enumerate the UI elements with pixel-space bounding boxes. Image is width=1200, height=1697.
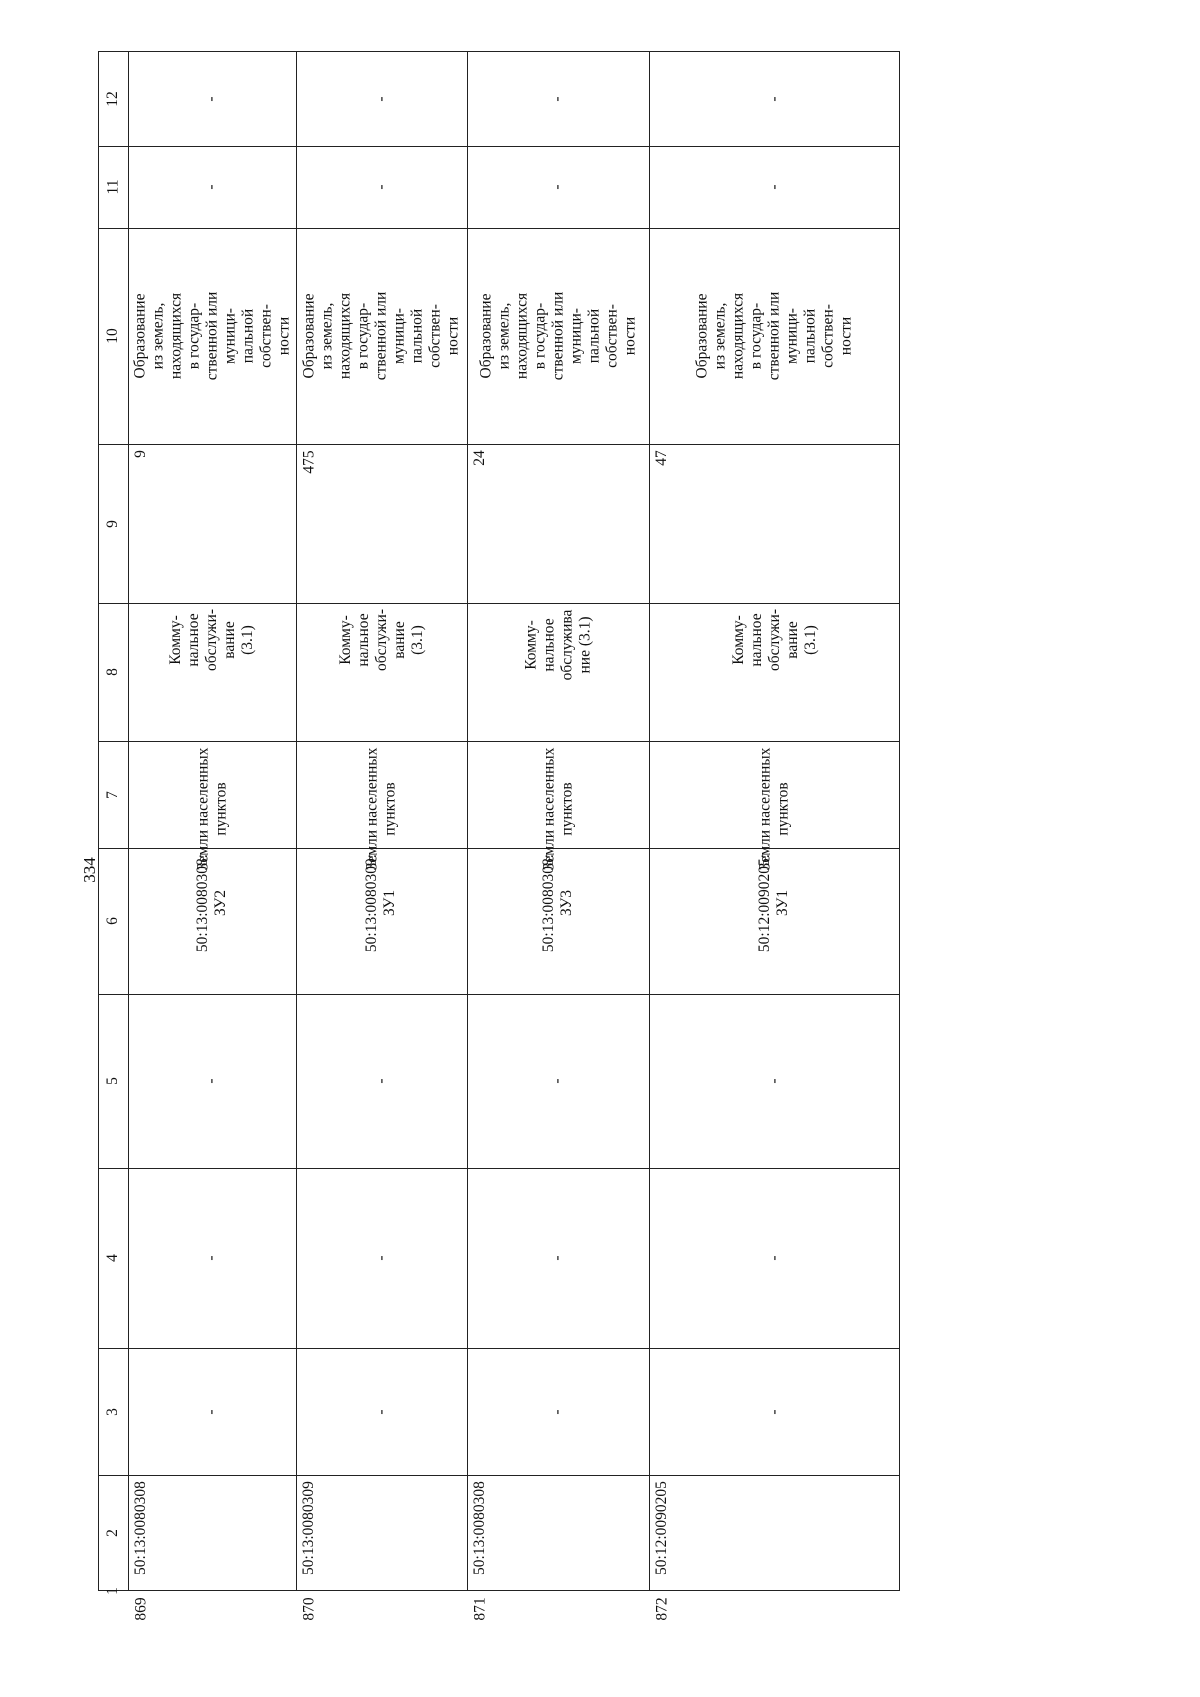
cell-row1-col12	[128, 51, 296, 146]
cell-row4-col12-text: -	[765, 95, 783, 102]
cell-row2-col5	[296, 994, 467, 1168]
cell-row2-col12	[296, 51, 467, 146]
cell-row1-col9	[128, 444, 296, 603]
cell-row2-col10	[296, 228, 467, 444]
cell-row4-col8-text: Комму- нальное обслужи- вание (3.1)	[729, 609, 819, 671]
cell-row1-col9-text: 9	[131, 450, 149, 458]
page-number	[82, 855, 98, 885]
cell-row3-col5-text: -	[548, 1078, 566, 1084]
cell-row3-col1-text: 871	[471, 1596, 489, 1621]
cell-row3-col2	[467, 1475, 649, 1591]
cell-row4-col7-text: Земли населенных пунктов	[756, 747, 792, 870]
cell-row3-col8	[467, 603, 649, 741]
cell-row1-col10-text: Образование из земель, находящихся в государ- ственной или муници- пальной собствен- ности	[130, 291, 292, 381]
cell-row3-col10	[467, 228, 649, 444]
column-header-5-text: 5	[104, 1077, 121, 1085]
cell-row3-col10-text: Образование из земель, находящихся в государ- ственной или муници- пальной собствен- ности	[476, 291, 638, 381]
cell-row2-col2	[296, 1475, 467, 1591]
cell-row4-col12	[649, 51, 900, 146]
cell-row1-col4	[128, 1168, 296, 1348]
column-header-4	[98, 1168, 128, 1348]
column-header-8-text: 8	[104, 668, 121, 676]
column-header-10	[98, 228, 128, 444]
cell-row2-col3-text: -	[372, 1408, 390, 1415]
cell-row4-col7	[649, 741, 900, 870]
column-header-8	[98, 603, 128, 741]
cell-row2-col3	[296, 1348, 467, 1475]
cell-row4-col11	[649, 146, 900, 228]
page-number-text: 334	[80, 857, 99, 883]
cell-row4-col5-text: -	[765, 1078, 783, 1084]
cell-row1-col3	[128, 1348, 296, 1475]
cell-row2-col9	[296, 444, 467, 603]
cell-row1-col10	[128, 228, 296, 444]
cell-row1-col7	[128, 741, 296, 870]
cell-row3-col9-text: 24	[470, 450, 488, 466]
column-header-11	[98, 146, 128, 228]
cell-row2-col4	[296, 1168, 467, 1348]
cell-row2-col11	[296, 146, 467, 228]
cell-row2-col4-text: -	[372, 1255, 390, 1261]
column-header-10-text: 10	[104, 328, 121, 344]
cell-row4-col10-text: Образование из земель, находящихся в государ- ственной или муници- пальной собствен- ности	[693, 291, 855, 381]
cell-row3-col12	[467, 51, 649, 146]
column-header-12	[98, 51, 128, 146]
column-header-2-text: 2	[104, 1529, 121, 1537]
cell-row4-col1-text: 872	[653, 1596, 671, 1621]
cell-row3-col7-text: Земли населенных пунктов	[539, 747, 575, 870]
cell-row1-col11-text: -	[202, 184, 220, 190]
cell-row1-col3-text: -	[202, 1408, 220, 1415]
cell-row3-col11	[467, 146, 649, 228]
cell-row2-col7	[296, 741, 467, 870]
cell-row4-col2-text: 50:12:0090205	[652, 1481, 670, 1575]
cell-row4-col4-text: -	[765, 1255, 783, 1261]
cell-row4-col9-text: 47	[652, 450, 670, 466]
cell-row2-col10-text: Образование из земель, находящихся в государ- ственной или муници- пальной собствен- ности	[300, 291, 462, 381]
column-header-1-text: 1	[104, 1587, 121, 1595]
cell-row2-col11-text: -	[372, 184, 390, 190]
column-header-12-text: 12	[104, 90, 121, 107]
cell-row2-col12-text: -	[372, 95, 390, 102]
cell-row2-col2-text: 50:13:0080309	[299, 1481, 317, 1575]
column-header-3	[98, 1348, 128, 1475]
column-header-9	[98, 444, 128, 603]
cell-row3-col8-text: Комму- нальное обслужива ние (3.1)	[521, 609, 593, 680]
cell-row4-col3	[649, 1348, 900, 1475]
column-header-6	[98, 848, 128, 994]
cell-row4-col3-text: -	[765, 1408, 783, 1415]
column-header-6-text: 6	[104, 917, 121, 925]
column-header-4-text: 4	[104, 1254, 121, 1262]
cell-row1-col8-text: Комму- нальное обслужи- вание (3.1)	[167, 609, 256, 671]
cell-row4-col6-text: 50:12:0090205: ЗУ1	[756, 853, 792, 953]
cell-row1-col8	[128, 603, 296, 741]
cell-row1-col1-text: 869	[132, 1596, 150, 1621]
cell-row4-col10	[649, 228, 900, 444]
column-header-5	[98, 994, 128, 1168]
cell-row3-col11-text: -	[548, 184, 566, 190]
cell-row1-col11	[128, 146, 296, 228]
cell-row4-col5	[649, 994, 900, 1168]
cell-row2-col9-text: 475	[300, 449, 318, 474]
cell-row1-col12-text: -	[202, 95, 220, 102]
cell-row4-col11-text: -	[765, 184, 783, 190]
cell-row3-col3-text: -	[548, 1408, 566, 1415]
cell-row4-col2	[649, 1475, 900, 1591]
cell-row2-col7-text: Земли населенных пунктов	[363, 747, 399, 870]
cell-row4-col8	[649, 603, 900, 741]
cell-row3-col9	[467, 444, 649, 603]
column-header-11-text: 11	[104, 179, 121, 195]
column-header-9-text: 9	[104, 519, 121, 528]
cell-row3-col2-text: 50:13:0080308	[470, 1481, 488, 1575]
cell-row3-col7	[467, 741, 649, 870]
cell-row2-col5-text: -	[372, 1078, 390, 1084]
column-header-2	[98, 1475, 128, 1591]
cell-row1-col7-text: Земли населенных пунктов	[193, 747, 229, 870]
cell-row3-col6-text: 50:13:0080308: ЗУ3	[539, 853, 575, 953]
cell-row2-col1-text: 870	[300, 1596, 318, 1621]
column-header-3-text: 3	[104, 1407, 121, 1416]
cell-row1-col6-text: 50:13:0080308: ЗУ2	[193, 853, 229, 953]
cell-row4-col9	[649, 444, 900, 603]
cell-row3-col12-text: -	[548, 95, 566, 102]
cell-row4-col4	[649, 1168, 900, 1348]
cell-row1-col2-text: 50:13:0080308	[131, 1481, 149, 1575]
cell-row1-col4-text: -	[202, 1255, 220, 1261]
column-header-7	[98, 741, 128, 848]
cell-row3-col4-text: -	[548, 1255, 566, 1261]
cell-row1-col5	[128, 994, 296, 1168]
cell-row2-col8-text: Комму- нальное обслужи- вание (3.1)	[336, 609, 426, 671]
column-header-7-text: 7	[104, 790, 121, 799]
cell-row3-col4	[467, 1168, 649, 1348]
cell-row3-col5	[467, 994, 649, 1168]
cell-row2-col6-text: 50:13:0080309: ЗУ1	[363, 853, 399, 953]
rotated-data-table	[98, 51, 900, 1621]
cell-row2-col8	[296, 603, 467, 741]
cell-row3-col3	[467, 1348, 649, 1475]
cell-row1-col5-text: -	[202, 1078, 220, 1084]
cell-row1-col2	[128, 1475, 296, 1591]
